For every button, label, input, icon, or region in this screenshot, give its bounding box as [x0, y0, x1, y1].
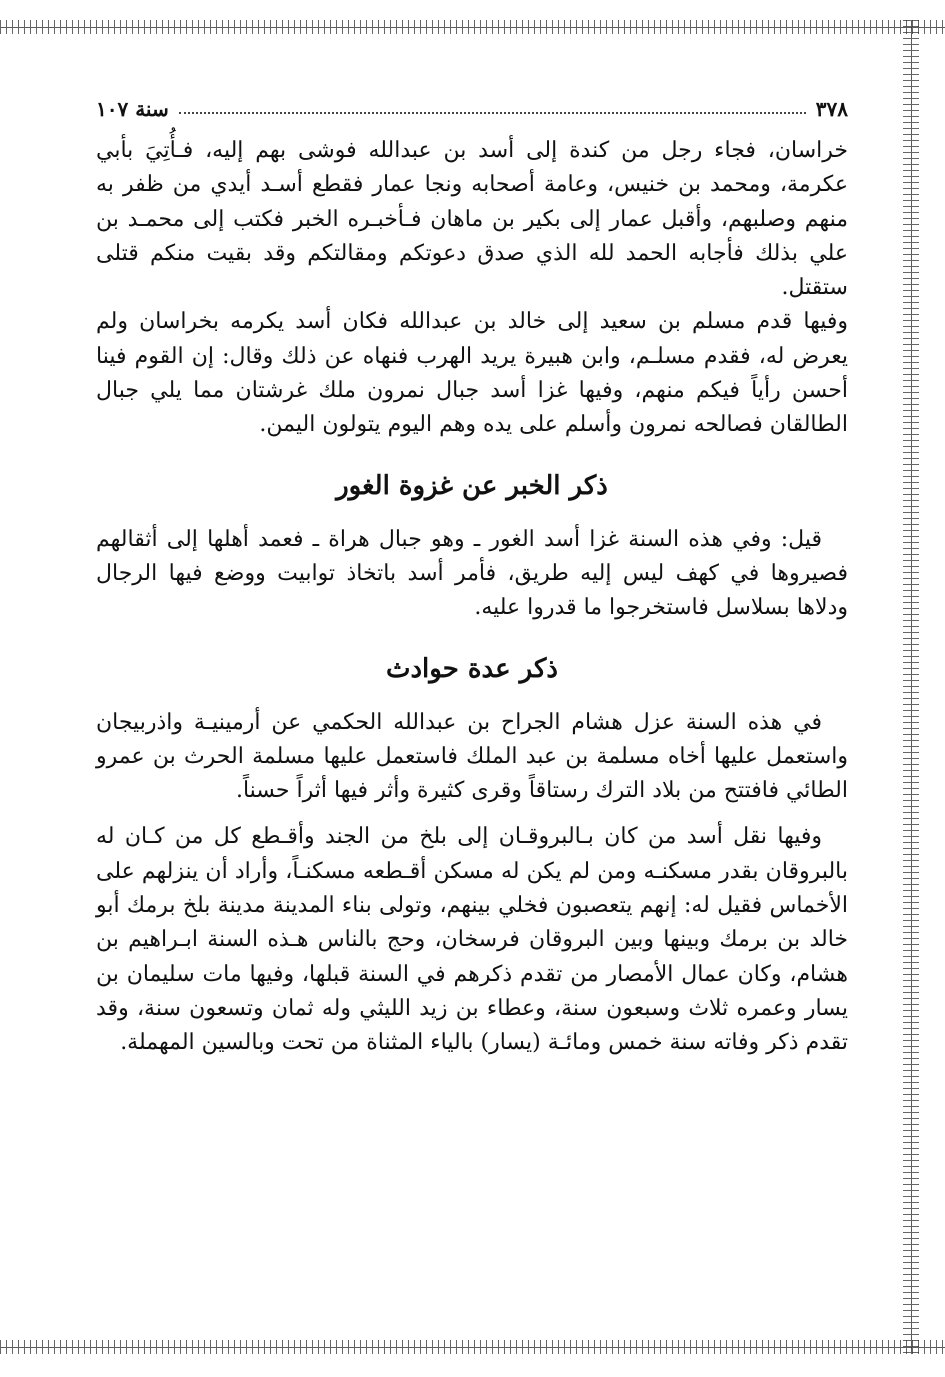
decorative-border-right [903, 20, 919, 1354]
section-events-text-1: في هذه السنة عزل هشام الجراح بن عبدالله الحكمي عن أرمينيـة واذربيجان واستعمل عليها أخاه مسلمة بن عبد الملك فاستعمل عليها مسلمة الحرث بن عمرو الطائي فافتتح من بلاد الترك رستاقاً وقرى كثيرة وأثر فيها أثراً حسناً. [96, 709, 848, 804]
running-header [96, 92, 848, 126]
page-number: ٣٧٨ [815, 97, 848, 121]
section-events-text-2: وفيها نقل أسد من كان بـالبروقـان إلى بلخ من الجند وأقـطع كل من كـان له بالبروقان بقدر مسكنـه ومن لم يكن له مسكن أقـطعه مسكنـاً، وأراد أن ينزلهم على الأخماس فقيل له: إنهم يتعصبون فخلي بينهم، وتولى بناء المدينة مدينة بلخ برمك أبو خالد بن برمك وبينها وبين البروقان فرسخان، وحج بالناس هـذه السنة ابـراهيم بن هشام، وكان عمال الأمصار من تقدم ذكرهم في السنة قبلها، وفيها مات سليمان بن يسار وعمره ثلاث وسبعون سنة، وعطاء بن زيد الليثي وله ثمان وتسعون سنة، وقد تقدم ذكر وفاته سنة خمس ومائـة (يسار) بالياء المثناة من تحت وبالسين المهملة. [96, 824, 848, 1056]
section-ghor-text: قيل: وفي هذه السنة غزا أسد الغور ـ وهو جبال هراة ـ فعمد أهلها إلى أثقالهم فصيروها في كهف ليس إليه طريق، فأمر أسد باتخاذ توابيت ووضع فيها الرجال ودلاها بسلاسل فاستخرجوا ما قدروا عليه. [96, 526, 848, 621]
header-dotted-leader [179, 112, 806, 114]
section-heading-ghor: ذكر الخبر عن غزوة الغور [336, 470, 608, 501]
decorative-border-bottom [0, 1340, 945, 1354]
paragraph-gap [96, 808, 848, 820]
year-label: سنة ١٠٧ [96, 97, 169, 121]
paragraph-1: خراسان، فجاء رجل من كندة إلى أسد بن عبدالله فوشى بهم إليه، فـأُتِيَ بأبي عكرمة، ومحمد بن خنيس، وعامة أصحابه ونجا عمار فقطع أسـد أيدي من ظفر به منهم وصلبهم، وأقبل عمار إلى بكير بن ماهان فـأخبـره الخبر فكتب إلى محمـد بن علي بذلك فأجابه الحمد لله الذي صدق دعوتكم ومقالتكم وقد بقيت منكم قتلى ستقتل. [96, 138, 848, 301]
section-heading-events: ذكر عدة حوادث [386, 653, 558, 684]
paragraph-2: وفيها قدم مسلم بن سعيد إلى خالد بن عبدالله فكان أسد يكرمه بخراسان ولم يعرض له، فقدم مسلـم، وابن هبيرة يريد الهرب فنهاه عن ذلك وقال: إن القوم فينا أحسن رأياً فيكم منهم، وفيها غزا أسد جبال نمرون ملك غرشتان مما يلي جبال الطالقان فصالحه نمرون وأسلم على يده وهم اليوم يتولون اليمن. [96, 309, 848, 438]
page-content [96, 92, 848, 1061]
decorative-border-top [0, 20, 945, 34]
